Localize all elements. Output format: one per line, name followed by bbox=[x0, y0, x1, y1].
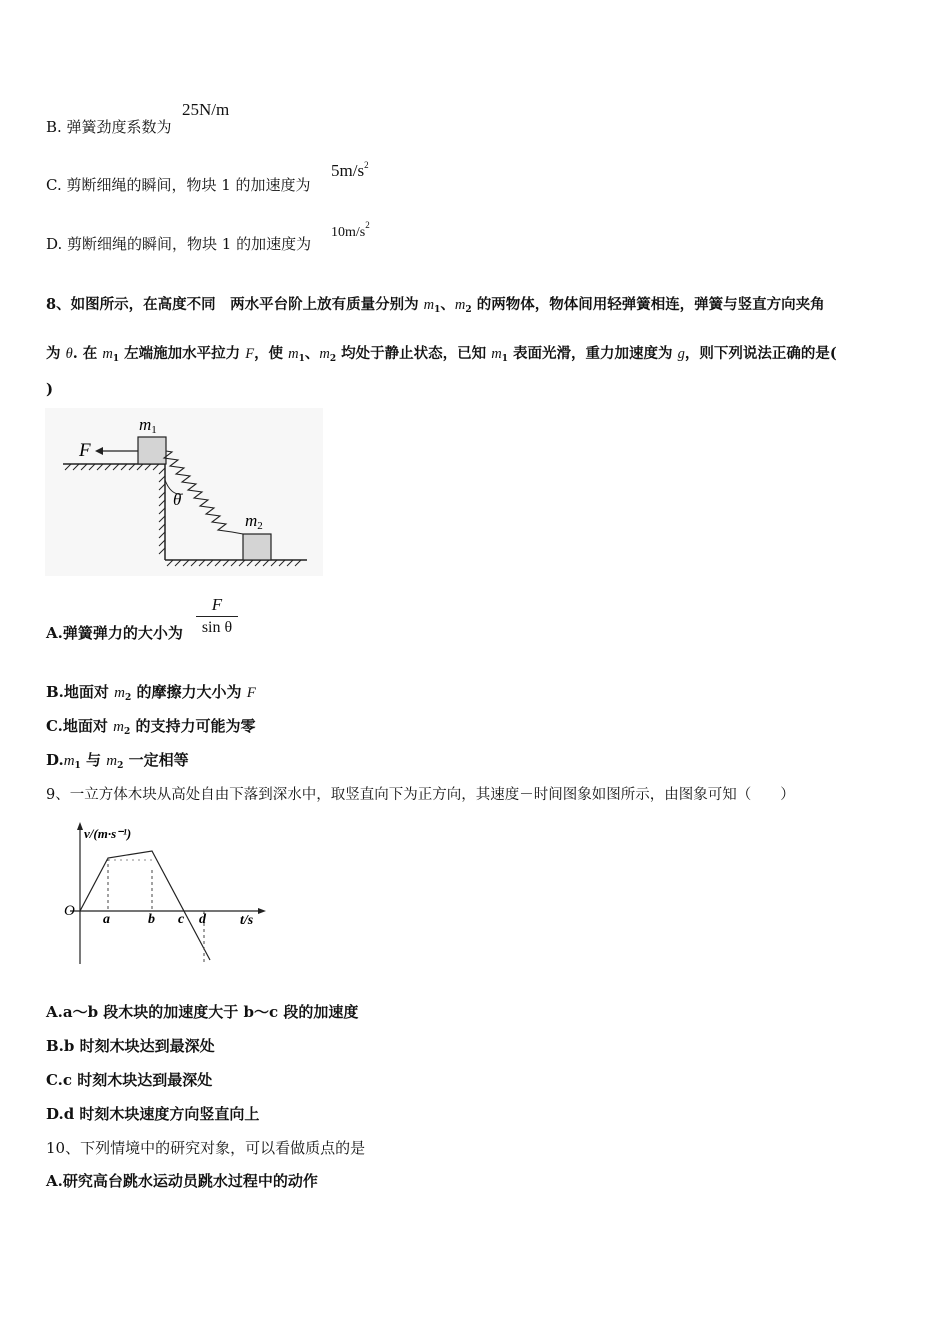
denominator: sin θ bbox=[196, 616, 238, 639]
q8-option-d bbox=[46, 749, 189, 771]
sub: 1 bbox=[112, 354, 120, 364]
var-theta: θ bbox=[65, 346, 73, 362]
q9-option-c: C.c 时刻木块达到最深处 bbox=[46, 1071, 213, 1089]
q7-option-b-value: 25N/m bbox=[182, 100, 230, 119]
sub: 1 bbox=[501, 354, 508, 364]
q7-option-c bbox=[46, 174, 311, 195]
var-m: m bbox=[106, 753, 118, 769]
sub: 2 bbox=[465, 305, 472, 315]
text: 、 bbox=[440, 296, 455, 313]
sub: 2 bbox=[123, 727, 131, 737]
text: 、 bbox=[304, 345, 320, 362]
origin-label: O bbox=[64, 903, 75, 919]
sub: 2 bbox=[329, 354, 337, 364]
q9-option-d: D.d 时刻木块速度方向竖直向上 bbox=[46, 1105, 260, 1123]
q8-stem-line-1 bbox=[46, 293, 825, 315]
q8-option-a bbox=[46, 622, 183, 643]
exponent: 2 bbox=[364, 160, 369, 170]
block-m1 bbox=[138, 437, 166, 464]
text: 一定相等 bbox=[123, 751, 189, 769]
text: 的支持力可能为零 bbox=[130, 717, 256, 735]
text: C.地面对 bbox=[46, 717, 114, 735]
label-theta: θ bbox=[173, 490, 182, 509]
q8-option-c bbox=[46, 715, 255, 737]
text: . 在 bbox=[72, 345, 103, 362]
var-f: F bbox=[246, 685, 256, 701]
text: 左端施加水平拉力 bbox=[119, 345, 246, 362]
var-m: m bbox=[63, 753, 75, 769]
text: B.地面对 bbox=[46, 683, 115, 701]
option-text: D. 剪断细绳的瞬间，物块 1 的加速度为 bbox=[46, 235, 312, 253]
label-sub: 1 bbox=[151, 424, 157, 436]
y-axis-label: v/(m·s⁻¹) bbox=[84, 826, 132, 841]
block-m2 bbox=[243, 534, 271, 560]
var-m: m bbox=[423, 297, 435, 313]
var-m: m bbox=[288, 346, 299, 362]
q7-option-c-value bbox=[331, 160, 369, 181]
q9-vt-graph bbox=[60, 820, 270, 968]
exponent: 2 bbox=[365, 220, 370, 230]
text: 为 bbox=[46, 345, 66, 362]
tick-c: c bbox=[178, 912, 185, 927]
q7-option-d bbox=[46, 233, 311, 254]
x-axis-label: t/s bbox=[240, 913, 254, 928]
var-f: F bbox=[245, 346, 255, 362]
fraction bbox=[196, 594, 238, 639]
text: 与 bbox=[80, 751, 107, 769]
text: 8、如图所示，在高度不同 两水平台阶上放有质量分别为 bbox=[46, 296, 424, 313]
q10-stem: 10、下列情境中的研究对象，可以看做质点的是 bbox=[46, 1139, 366, 1157]
q9-option-a: A.a～b 段木块的加速度大于 b～c 段的加速度 bbox=[46, 1003, 359, 1021]
label-f: F bbox=[79, 440, 91, 461]
q8-stem-line-2 bbox=[46, 342, 837, 364]
sub: 2 bbox=[117, 761, 124, 771]
var-m: m bbox=[319, 346, 330, 362]
q8-stem-line-3: ) bbox=[46, 380, 54, 398]
tick-d: d bbox=[199, 912, 206, 927]
label-m: m bbox=[245, 511, 258, 530]
option-text: A.弹簧弹力的大小为 bbox=[46, 624, 183, 642]
var-m: m bbox=[113, 719, 124, 735]
tick-b: b bbox=[148, 912, 155, 927]
q8-option-b bbox=[46, 681, 256, 703]
q9-stem: 9、一立方体木块从高处自由下落到深水中，取竖直向下为正方向，其速度－时间图象如图所示，由图象可知（ ） bbox=[46, 787, 795, 803]
text: 的两物体，物体间用轻弹簧相连，弹簧与竖直方向夹角 bbox=[471, 296, 825, 313]
q9-option-b: B.b 时刻木块达到最深处 bbox=[46, 1037, 215, 1055]
q7-option-d-value bbox=[331, 220, 370, 241]
x-axis-arrow bbox=[258, 908, 266, 914]
text: 的摩擦力大小为 bbox=[131, 683, 247, 701]
sub: 1 bbox=[298, 354, 305, 364]
figure-background bbox=[45, 408, 323, 576]
q10-option-a: A.研究高台跳水运动员跳水过程中的动作 bbox=[46, 1172, 318, 1190]
text: 表面光滑，重力加速度为 bbox=[507, 345, 678, 362]
var-m: m bbox=[114, 685, 125, 701]
q7-option-b bbox=[46, 116, 172, 137]
option-text: B. 弹簧劲度系数为 bbox=[46, 118, 172, 136]
var-g: g bbox=[677, 346, 685, 362]
sub: 1 bbox=[74, 761, 81, 771]
q8-figure bbox=[45, 408, 323, 576]
numerator: F bbox=[211, 595, 223, 614]
sub: 1 bbox=[434, 305, 441, 315]
sub: 2 bbox=[124, 693, 132, 703]
var-m: m bbox=[102, 346, 113, 362]
value: 10m/s bbox=[331, 225, 366, 240]
var-m: m bbox=[454, 297, 466, 313]
tick-a: a bbox=[103, 912, 110, 927]
var-m: m bbox=[491, 346, 502, 362]
text: ，使 bbox=[254, 345, 289, 362]
velocity-line bbox=[80, 851, 210, 960]
option-text: C. 剪断细绳的瞬间，物块 1 的加速度为 bbox=[46, 176, 311, 194]
y-axis-arrow bbox=[77, 822, 83, 830]
text: ，则下列说法正确的是( bbox=[684, 345, 837, 362]
label-sub: 2 bbox=[257, 520, 263, 532]
text: D. bbox=[46, 751, 64, 769]
label-m: m bbox=[139, 415, 152, 434]
text: 均处于静止状态，已知 bbox=[336, 345, 492, 362]
value: 5m/s bbox=[331, 161, 365, 180]
